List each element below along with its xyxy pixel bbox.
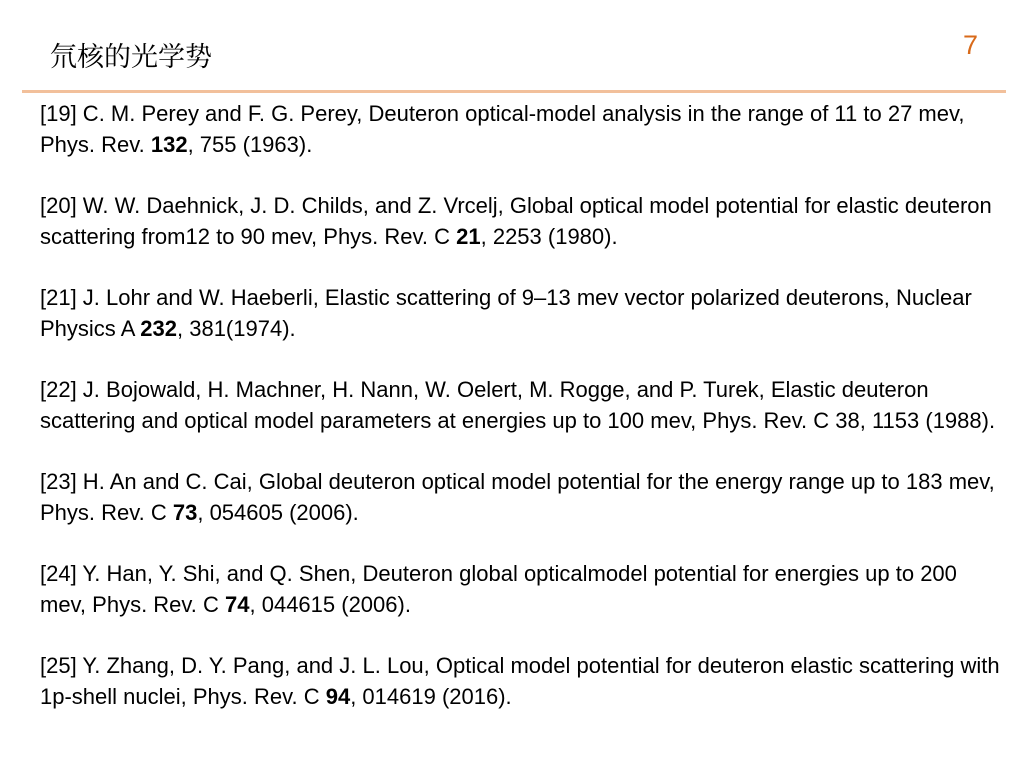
reference-item [40, 466, 1005, 528]
reference-item [40, 650, 1005, 712]
reference-text: [24] Y. Han, Y. Shi, and Q. Shen, Deuteron global opticalmodel potential for energies up to 200 mev, Phys. Rev. C [40, 561, 957, 617]
reference-item [40, 190, 1005, 252]
reference-item [40, 282, 1005, 344]
reference-volume: 232 [140, 316, 177, 341]
reference-citation: , 755 (1963). [187, 132, 313, 157]
reference-citation: , 381(1974). [177, 316, 296, 341]
reference-volume: 74 [225, 592, 250, 617]
reference-volume: 73 [172, 500, 198, 525]
reference-text: [21] J. Lohr and W. Haeberli, Elastic scattering of 9–13 mev vector polarized deuterons, Nuclear Physics A [40, 285, 972, 341]
reference-item [40, 558, 1005, 620]
reference-text: [19] C. M. Perey and F. G. Perey, Deuteron optical-model analysis in the range of 11 to 27 mev, Phys. Rev. [40, 101, 965, 157]
reference-text: [22] J. Bojowald, H. Machner, H. Nann, W. Oelert, M. Rogge, and P. Turek, Elastic deuteron scattering and optical model parameters at energies up to 100 mev, Phys. Rev. C 38, 1153 (1988). [40, 377, 996, 433]
reference-citation: , 2253 (1980). [480, 224, 618, 249]
reference-citation: , 044615 (2006). [249, 592, 411, 617]
reference-citation: , 014619 (2016). [350, 684, 512, 709]
reference-item [40, 374, 1005, 436]
reference-volume: 94 [325, 684, 351, 709]
page-number: 7 [962, 30, 978, 60]
reference-text: [25] Y. Zhang, D. Y. Pang, and J. L. Lou, Optical model potential for deuteron elastic scattering with 1p-shell nuclei, Phys. Rev. C [40, 653, 1000, 709]
reference-text: [20] W. W. Daehnick, J. D. Childs, and Z. Vrcelj, Global optical model potential for elastic deuteron scattering from12 to 90 mev, Phys. Rev. C [40, 193, 992, 249]
reference-text: [23] H. An and C. Cai, Global deuteron optical model potential for the energy range up to 183 mev, Phys. Rev. C [40, 469, 995, 525]
reference-citation: , 054605 (2006). [197, 500, 359, 525]
slide-title: 氘核的光学势 [50, 42, 212, 73]
reference-item [40, 98, 1005, 160]
reference-list [40, 98, 1005, 742]
title-divider [22, 90, 1006, 93]
reference-volume: 132 [150, 132, 188, 157]
reference-volume: 21 [456, 224, 481, 249]
